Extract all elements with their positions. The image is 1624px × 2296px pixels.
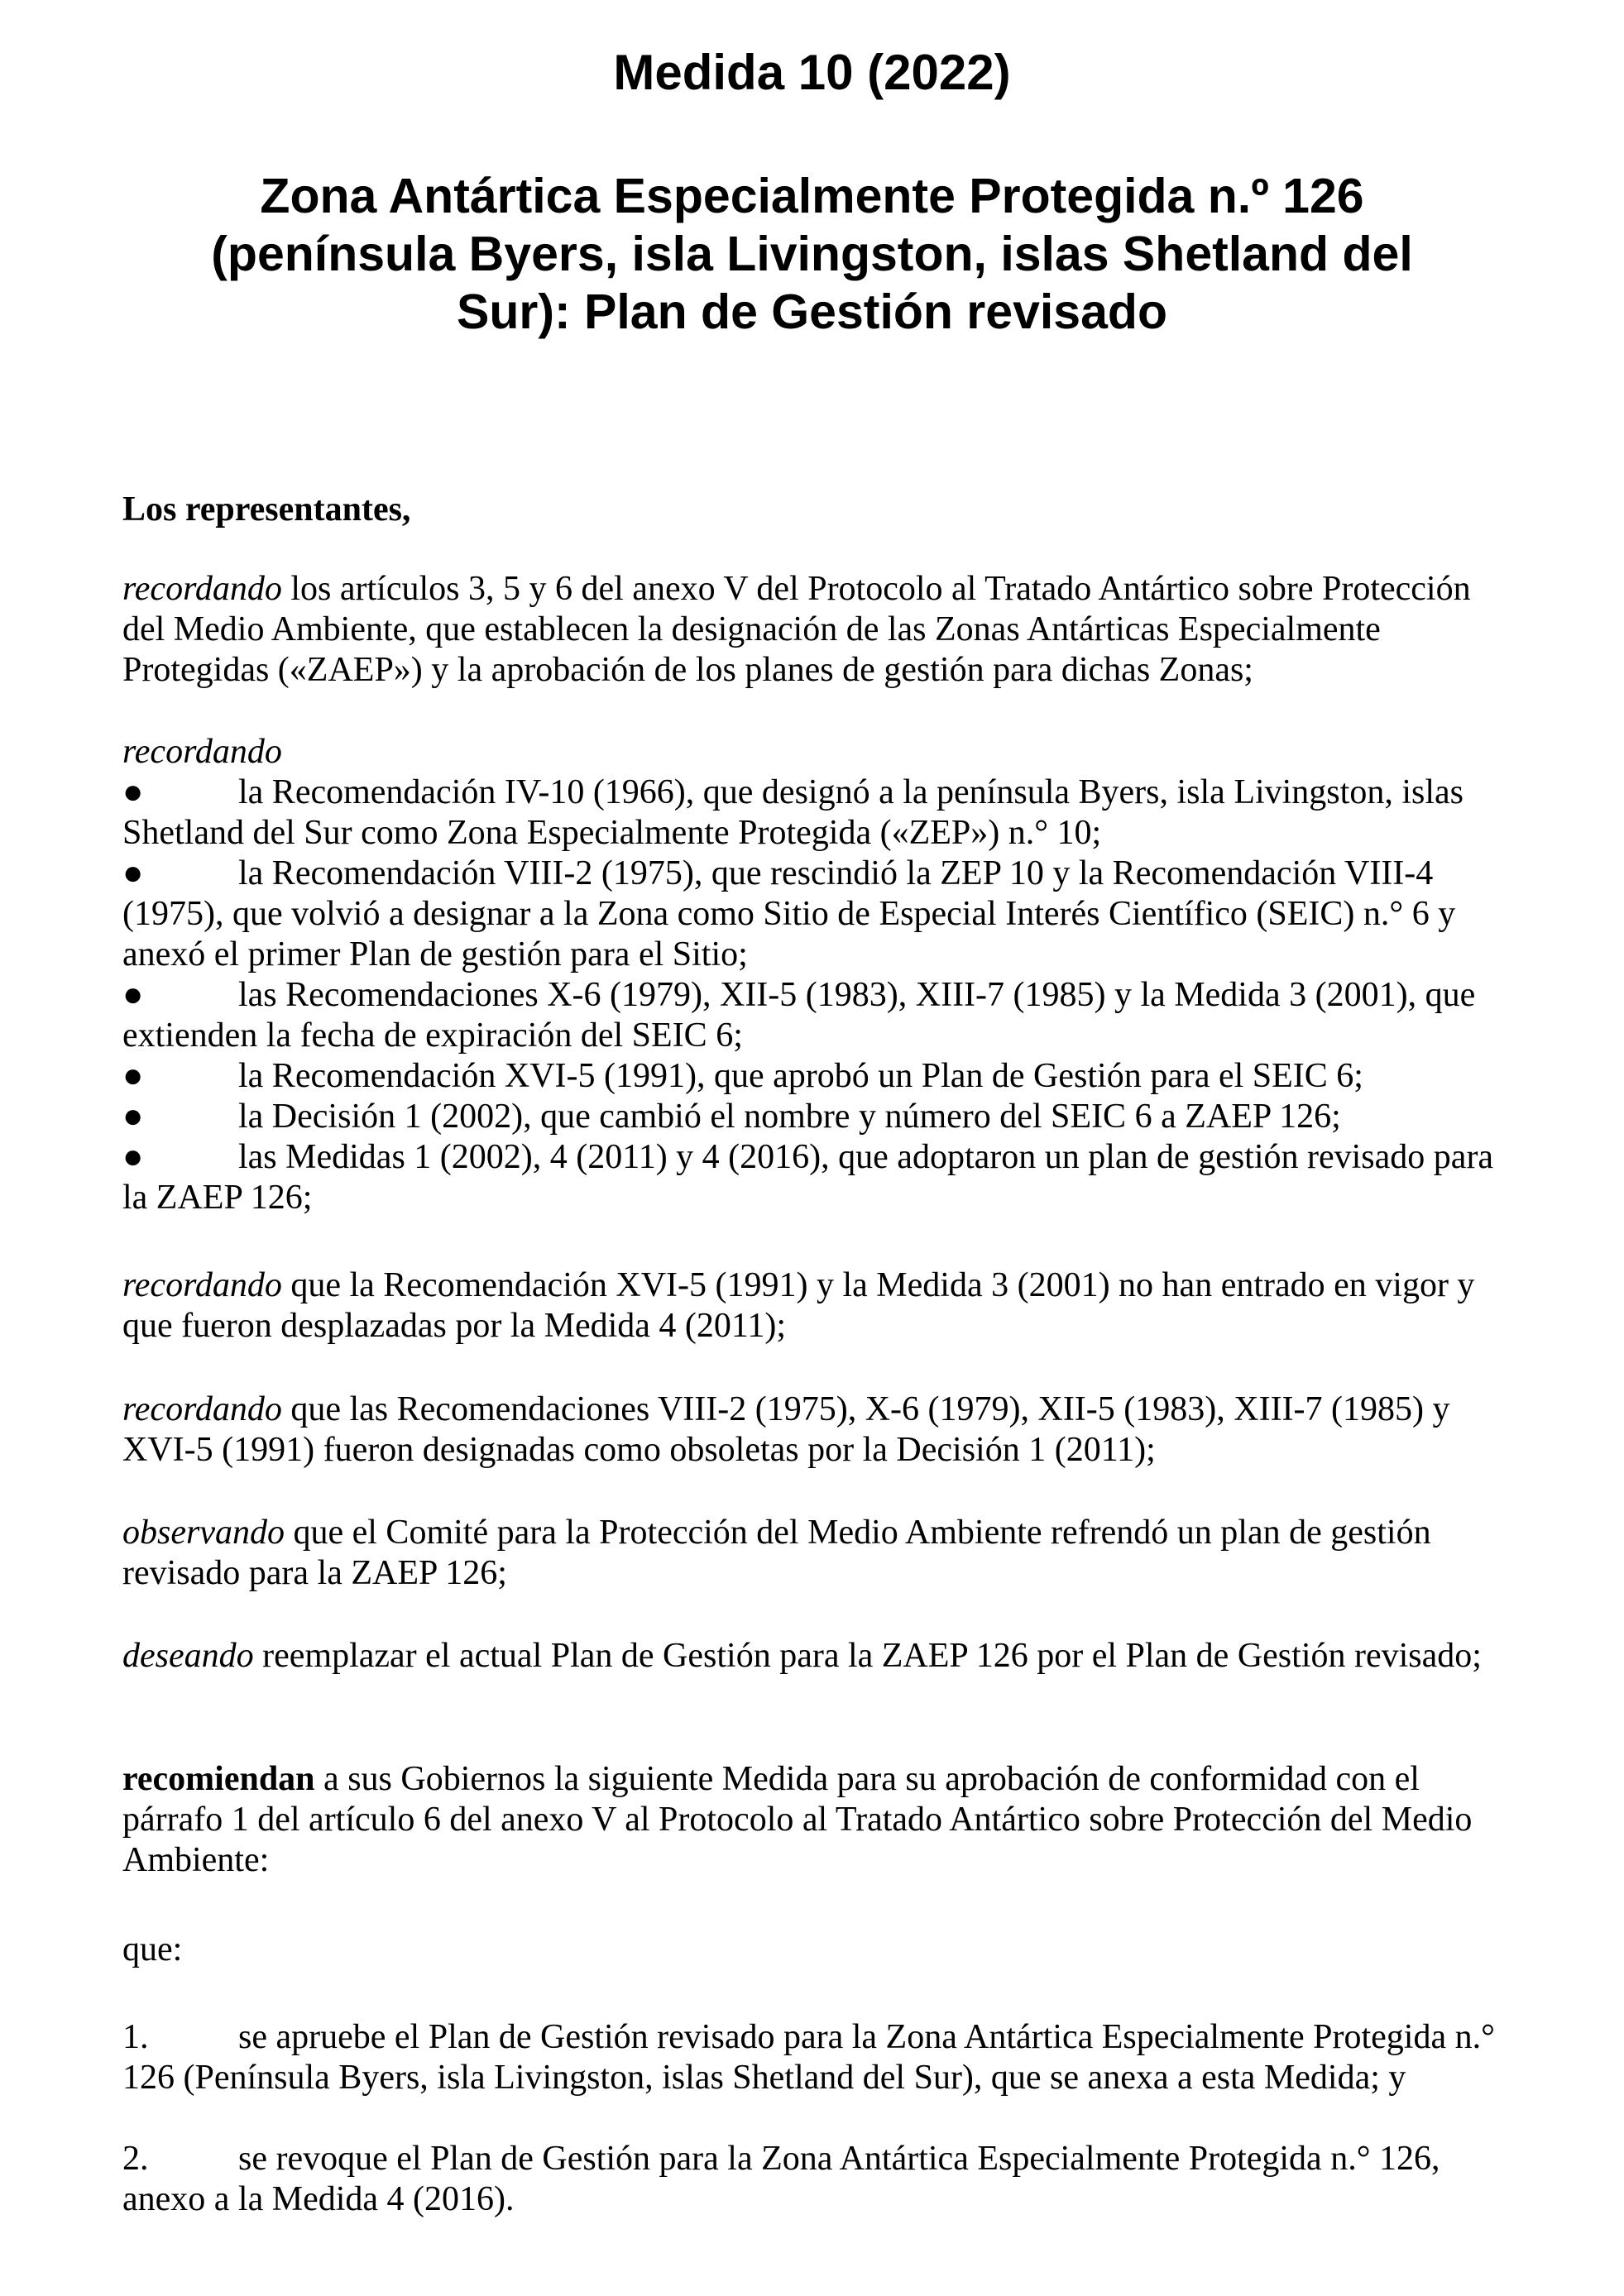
paragraph-text: que la Recomendación XVI-5 (1991) y la Medida 3 (2001) no han entrado en vigor y que fueron desplazadas por la Medida 4 (2011); <box>122 1266 1475 1345</box>
list-item-text: la Decisión 1 (2002), que cambió el nombre y número del SEIC 6 a ZAEP 126; <box>238 1098 1341 1136</box>
bullet-icon: ● <box>122 773 144 811</box>
bullet-icon: ● <box>122 854 144 892</box>
paragraph-recordando-1 <box>122 569 1512 691</box>
paragraph-text: los artículos 3, 5 y 6 del anexo V del Protocolo al Tratado Antártico sobre Protección del Medio Ambiente, que establecen la designación de las Zonas Antárticas Especialmente Protegidas («ZAEP») y la aprobación de los planes de gestión para dichas Zonas; <box>122 570 1471 689</box>
paragraph-lead: deseando <box>122 1637 254 1675</box>
list-item <box>122 773 1512 854</box>
intro-text: Los representantes, <box>122 490 411 529</box>
numbered-item-2 <box>122 2139 1512 2220</box>
paragraph-lead: recordando <box>122 570 282 608</box>
subtitle-line: Sur): Plan de Gestión revisado <box>457 285 1167 339</box>
paragraph-recordando-list <box>122 732 1512 1218</box>
list-item-text: la Recomendación VIII-2 (1975), que rescindió la ZEP 10 y la Recomendación VIII-4 (1975), que volvió a designar a la Zona como Sitio de Especial Interés Científico (SEIC) n.° 6 y anexó el primer Plan de gestión para el Sitio; <box>122 854 1456 973</box>
measure-title: Medida 10 (2022) <box>613 45 1011 100</box>
paragraph-lead: observando <box>122 1514 285 1552</box>
item-number: 2. <box>122 2140 149 2178</box>
item-number: 1. <box>122 2018 149 2056</box>
paragraph-text: a sus Gobiernos la siguiente Medida para su aprobación de conformidad con el párrafo 1 del artículo 6 del anexo V al Protocolo al Tratado Antártico sobre Protección del Medio Ambiente: <box>122 1760 1473 1879</box>
bullet-icon: ● <box>122 1098 144 1136</box>
numbered-item-1 <box>122 2017 1512 2098</box>
bullet-icon: ● <box>122 1138 144 1176</box>
paragraph-recomiendan <box>122 1759 1512 1881</box>
paragraph-text: que el Comité para la Protección del Medio Ambiente refrendó un plan de gestión revisado para la ZAEP 126; <box>122 1514 1431 1592</box>
que-text: que: <box>122 1930 183 1968</box>
que-label <box>122 1930 1512 1970</box>
paragraph-text: que las Recomendaciones VIII-2 (1975), X-6 (1979), XII-5 (1983), XIII-7 (1985) y XVI-5 (1991) fueron designadas como obsoletas por la Decisión 1 (2011); <box>122 1390 1450 1469</box>
item-text: se apruebe el Plan de Gestión revisado para la Zona Antártica Especialmente Protegida n.° 126 (Península Byers, isla Livingston, islas Shetland del Sur), que se anexa a esta Medida; y <box>122 2018 1495 2097</box>
list-item-text: las Medidas 1 (2002), 4 (2011) y 4 (2016), que adoptaron un plan de gestión revisado para la ZAEP 126; <box>122 1138 1494 1217</box>
list-item-text: la Recomendación XVI-5 (1991), que aprobó un Plan de Gestión para el SEIC 6; <box>238 1057 1363 1095</box>
paragraph-lead: recordando <box>122 1390 282 1428</box>
paragraph-deseando <box>122 1636 1512 1677</box>
list-item <box>122 1056 1512 1097</box>
list-item <box>122 1097 1512 1137</box>
subtitle-line: Zona Antártica Especialmente Protegida n.º 126 <box>260 169 1364 223</box>
subtitle-line: (península Byers, isla Livingston, islas Shetland del <box>211 227 1413 281</box>
bullet-icon: ● <box>122 1057 144 1095</box>
list-item <box>122 854 1512 975</box>
paragraph-text: reemplazar el actual Plan de Gestión para la ZAEP 126 por el Plan de Gestión revisado; <box>253 1637 1482 1675</box>
paragraph-lead: recordando <box>122 1266 282 1304</box>
list-item-text: la Recomendación IV-10 (1966), que designó a la península Byers, isla Livingston, islas Shetland del Sur como Zona Especialmente Protegida («ZEP») n.° 10; <box>122 773 1464 852</box>
paragraph-recordando-3 <box>122 1265 1512 1347</box>
document-subtitle <box>149 167 1475 341</box>
paragraph-lead: recordando <box>122 733 282 771</box>
paragraph-lead: recomiendan <box>122 1760 315 1798</box>
intro-paragraph <box>122 490 1512 530</box>
list-item <box>122 1137 1512 1218</box>
paragraph-observando <box>122 1513 1512 1594</box>
list-item <box>122 975 1512 1056</box>
paragraph-recordando-4 <box>122 1390 1512 1471</box>
list-item-text: las Recomendaciones X-6 (1979), XII-5 (1983), XIII-7 (1985) y la Medida 3 (2001), que extienden la fecha de expiración del SEIC 6; <box>122 976 1476 1055</box>
item-text: se revoque el Plan de Gestión para la Zona Antártica Especialmente Protegida n.° 126, anexo a la Medida 4 (2016). <box>122 2140 1440 2218</box>
bullet-icon: ● <box>122 976 144 1014</box>
